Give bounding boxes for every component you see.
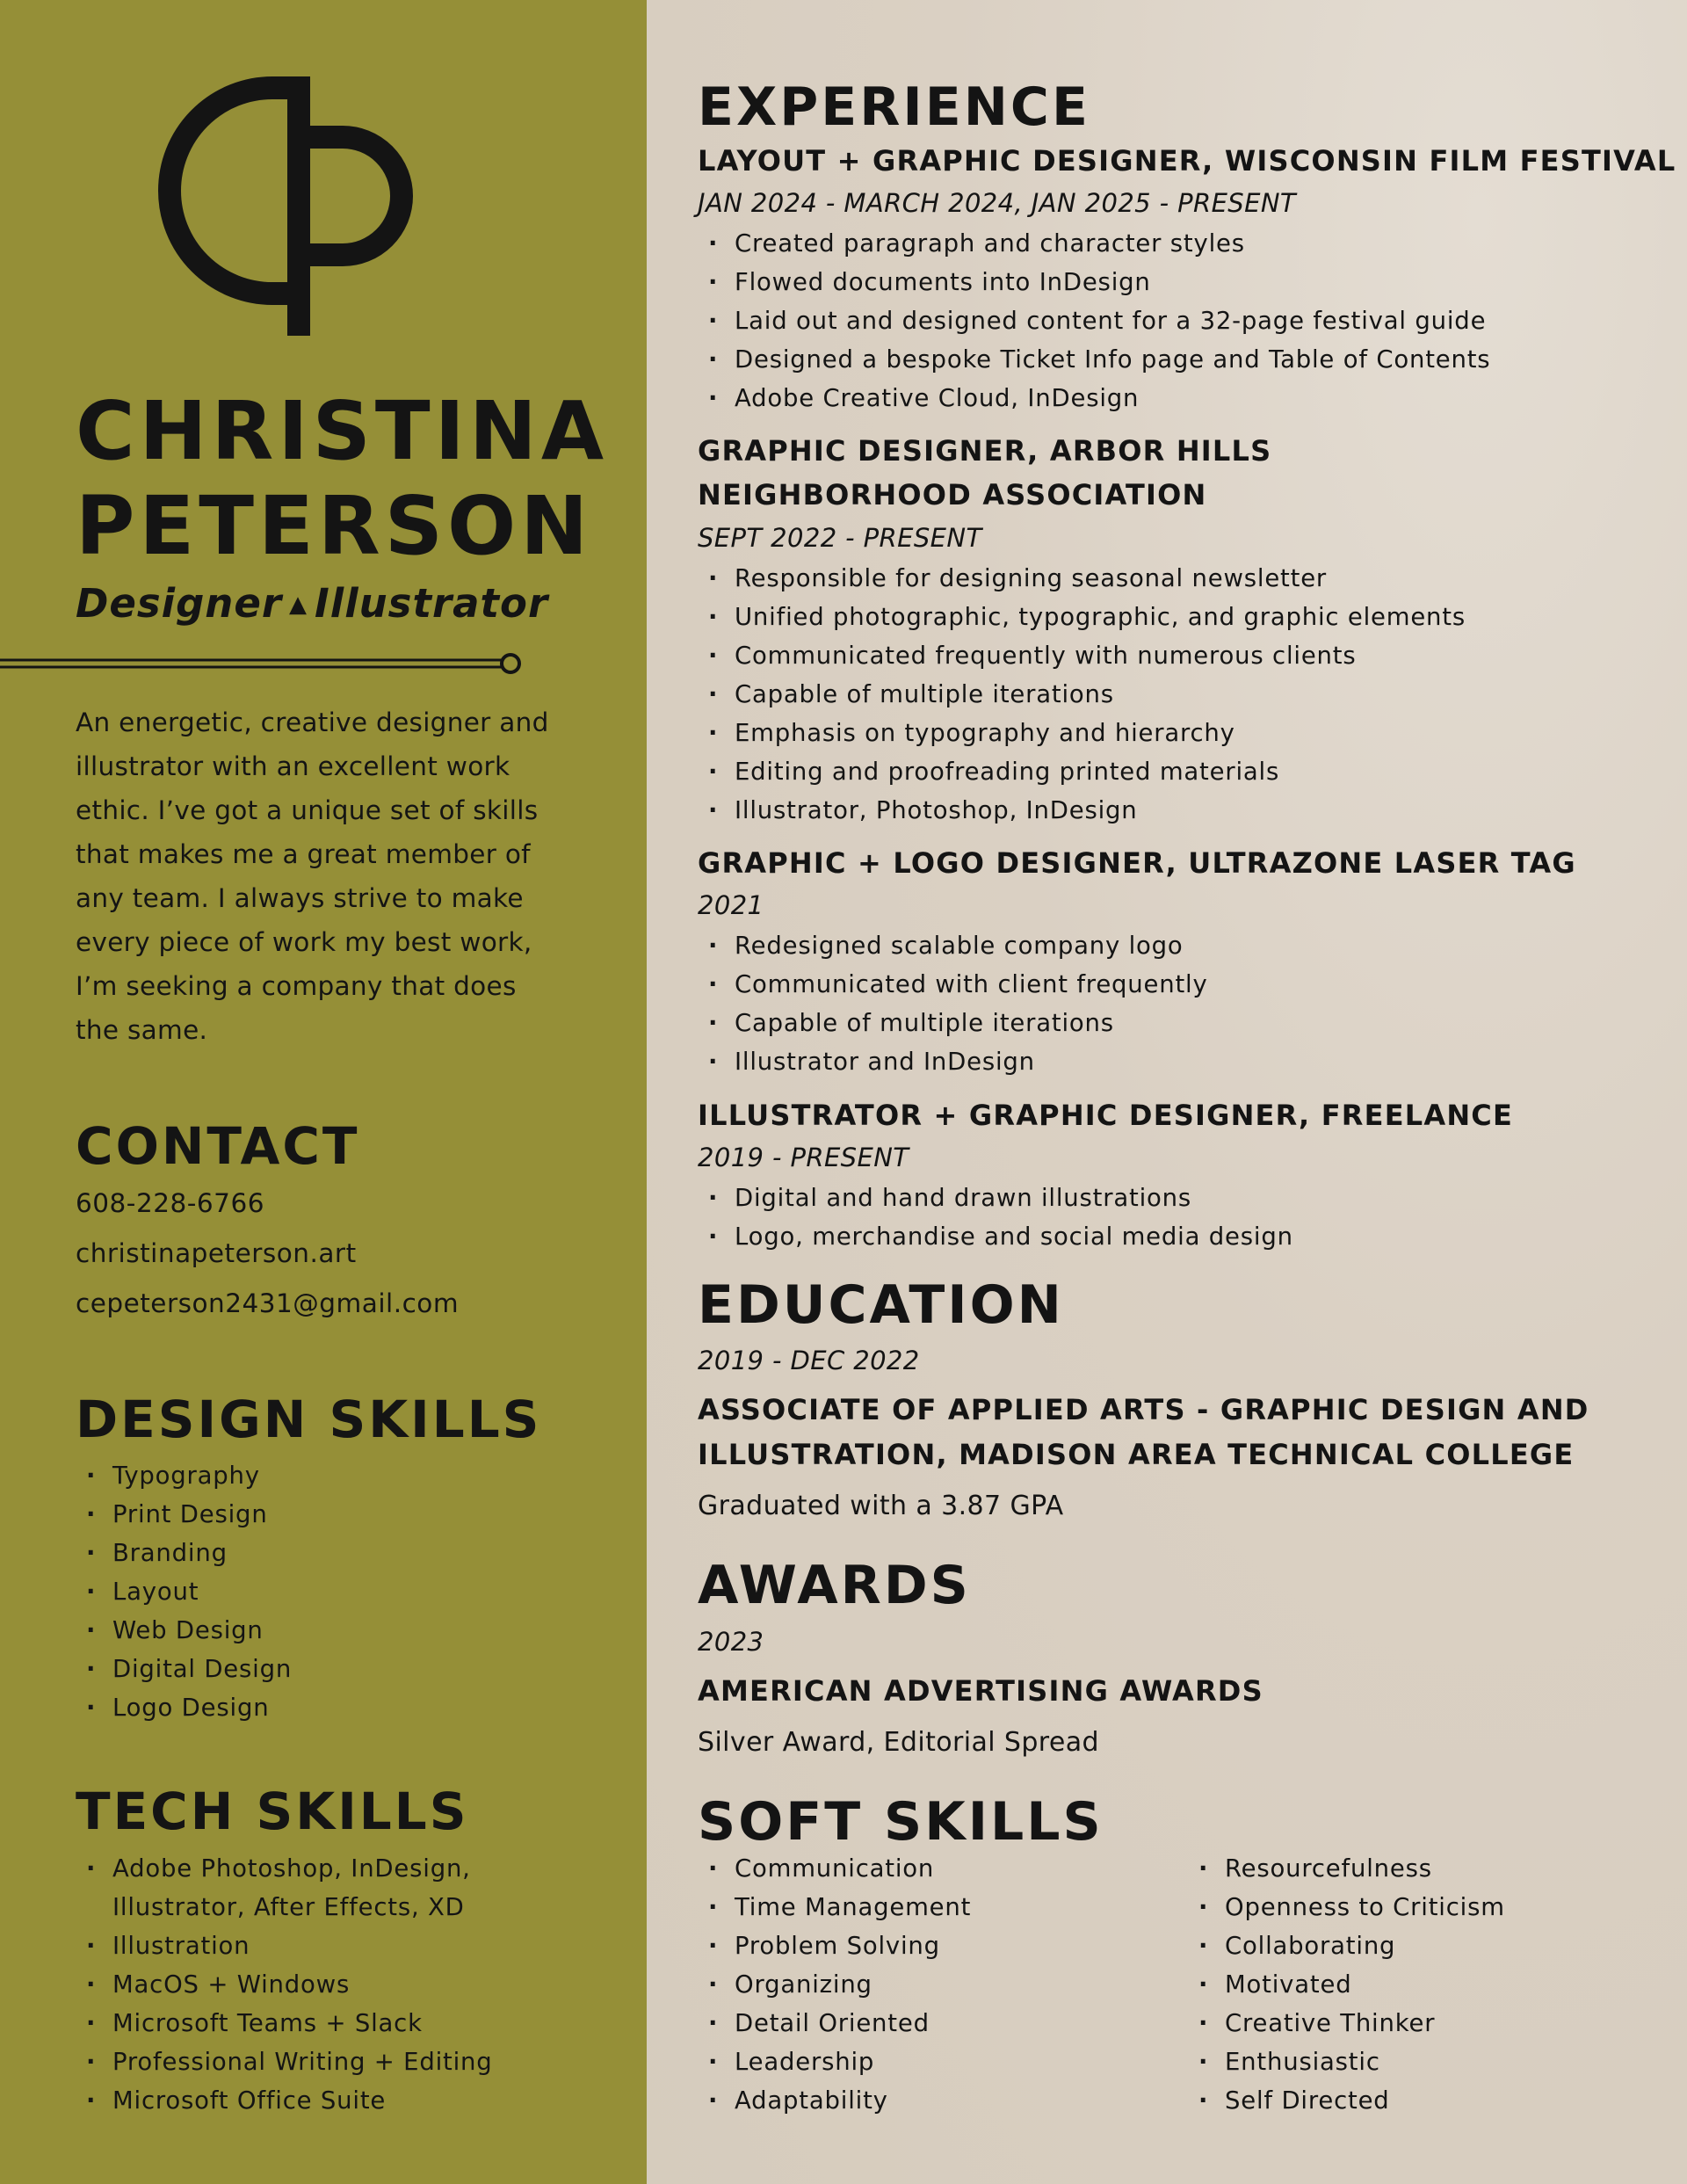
list-item: · Digital and hand drawn illustrations	[698, 1179, 1293, 1217]
list-item: · Organizing	[698, 1965, 971, 2004]
list-item: · Unified photographic, typographic, and graphic elements	[698, 598, 1466, 636]
degree-title: ASSOCIATE OF APPLIED ARTS - GRAPHIC DESIGN AND	[698, 1393, 1589, 1426]
job-title: LAYOUT + GRAPHIC DESIGNER, WISCONSIN FILM FESTIVAL	[698, 144, 1676, 178]
list-item: · Branding	[76, 1534, 292, 1572]
tagline	[76, 580, 548, 627]
list-item: · Typography	[76, 1456, 292, 1495]
job-bullets	[698, 559, 1466, 830]
degree-title-line2: ILLUSTRATION, MADISON AREA TECHNICAL COLLEGE	[698, 1438, 1575, 1471]
list-item: · Digital Design	[76, 1650, 292, 1688]
education-dates: 2019 - DEC 2022	[698, 1346, 920, 1375]
list-item: · Creative Thinker	[1188, 2004, 1505, 2043]
list-item: · Microsoft Teams + Slack	[76, 2004, 493, 2043]
soft-skills-column-1	[698, 1849, 971, 2120]
list-item: · Self Directed	[1188, 2081, 1505, 2120]
list-item: · Resourcefulness	[1188, 1849, 1505, 1888]
list-item: · Web Design	[76, 1611, 292, 1650]
list-item: · Capable of multiple iterations	[698, 675, 1466, 714]
list-item: · Print Design	[76, 1495, 292, 1534]
soft-skills-heading: SOFT SKILLS	[698, 1791, 1104, 1853]
list-item: · Logo, merchandise and social media design	[698, 1217, 1293, 1256]
summary-text: An energetic, creative designer and illustrator with an excellent work ethic. I’ve got a unique set of skills that makes me a great member of any team. I always strive to make every piece of work my best work, I’m seeking a company that does the same.	[76, 707, 549, 1045]
job-bullets	[698, 224, 1490, 417]
list-item: · Redesigned scalable company logo	[698, 926, 1208, 965]
list-item: · Problem Solving	[698, 1926, 971, 1965]
gpa-note: Graduated with a 3.87 GPA	[698, 1491, 1064, 1521]
list-item: · Time Management	[698, 1888, 971, 1926]
contact-heading: CONTACT	[76, 1116, 360, 1176]
list-item: · Capable of multiple iterations	[698, 1004, 1208, 1042]
first-name: CHRISTINA	[76, 384, 609, 478]
list-item: · Communication	[698, 1849, 971, 1888]
list-item: · Microsoft Office Suite	[76, 2081, 493, 2120]
job-dates: 2021	[698, 890, 764, 920]
list-item: · MacOS + Windows	[76, 1965, 493, 2004]
list-item: · Laid out and designed content for a 32-page festival guide	[698, 301, 1490, 340]
list-item: · Openness to Criticism	[1188, 1888, 1505, 1926]
tech-skills-heading: TECH SKILLS	[76, 1781, 469, 1841]
job-dates: JAN 2024 - MARCH 2024, JAN 2025 - PRESENT	[698, 188, 1297, 218]
cp-monogram-logo	[158, 72, 439, 340]
list-item: · Flowed documents into InDesign	[698, 263, 1490, 301]
list-item-continuation: Illustrator, After Effects, XD	[112, 1893, 465, 1921]
design-skills-list	[76, 1456, 292, 1727]
list-item: · Leadership	[698, 2043, 971, 2081]
list-item: · Logo Design	[76, 1688, 292, 1727]
list-item: · Professional Writing + Editing	[76, 2043, 493, 2081]
award-year: 2023	[698, 1627, 764, 1657]
divider-line	[0, 650, 527, 677]
list-item: · Adobe Photoshop, InDesign,	[76, 1849, 493, 1888]
list-item: · Emphasis on typography and hierarchy	[698, 714, 1466, 752]
job-bullets	[698, 1179, 1293, 1256]
role-designer: Designer	[76, 580, 283, 627]
list-item: · Communicated frequently with numerous clients	[698, 636, 1466, 675]
email-link[interactable]: cepeterson2431@gmail.com	[76, 1288, 460, 1318]
role-illustrator: Illustrator	[315, 580, 549, 627]
list-item: · Created paragraph and character styles	[698, 224, 1490, 263]
job-title: ILLUSTRATOR + GRAPHIC DESIGNER, FREELANCE	[698, 1099, 1514, 1132]
award-name: AMERICAN ADVERTISING AWARDS	[698, 1674, 1263, 1708]
list-item: · Adobe Creative Cloud, InDesign	[698, 379, 1490, 417]
job-title: GRAPHIC + LOGO DESIGNER, ULTRAZONE LASER TAG	[698, 846, 1576, 880]
list-item: · Designed a bespoke Ticket Info page and Table of Contents	[698, 340, 1490, 379]
education-heading: EDUCATION	[698, 1274, 1064, 1336]
job-dates: SEPT 2022 - PRESENT	[698, 523, 982, 553]
list-item: · Detail Oriented	[698, 2004, 971, 2043]
job-dates: 2019 - PRESENT	[698, 1143, 909, 1172]
list-item: · Illustrator and InDesign	[698, 1042, 1208, 1081]
list-item: · Communicated with client frequently	[698, 965, 1208, 1004]
awards-heading: AWARDS	[698, 1555, 971, 1616]
job-title-line2: NEIGHBORHOOD ASSOCIATION	[698, 478, 1207, 512]
list-item: · Motivated	[1188, 1965, 1505, 2004]
last-name: PETERSON	[76, 479, 593, 573]
list-item: · Enthusiastic	[1188, 2043, 1505, 2081]
job-bullets	[698, 926, 1208, 1081]
list-item: · Illustration	[76, 1926, 493, 1965]
list-item: · Illustrator, Photoshop, InDesign	[698, 791, 1466, 830]
phone-number[interactable]: 608-228-6766	[76, 1188, 264, 1218]
list-item: · Editing and proofreading printed materials	[698, 752, 1466, 791]
list-item: · Collaborating	[1188, 1926, 1505, 1965]
job-title: GRAPHIC DESIGNER, ARBOR HILLS	[698, 434, 1272, 468]
tech-skills-list	[76, 1849, 493, 2120]
list-item: · Adaptability	[698, 2081, 971, 2120]
experience-heading: EXPERIENCE	[698, 76, 1090, 138]
website-link[interactable]: christinapeterson.art	[76, 1238, 357, 1268]
award-detail: Silver Award, Editorial Spread	[698, 1727, 1099, 1758]
soft-skills-column-2	[1188, 1849, 1505, 2120]
triangle-icon: ▲	[289, 591, 308, 618]
list-item: · Layout	[76, 1572, 292, 1611]
list-item: · Responsible for designing seasonal newsletter	[698, 559, 1466, 598]
design-skills-heading: DESIGN SKILLS	[76, 1389, 542, 1449]
